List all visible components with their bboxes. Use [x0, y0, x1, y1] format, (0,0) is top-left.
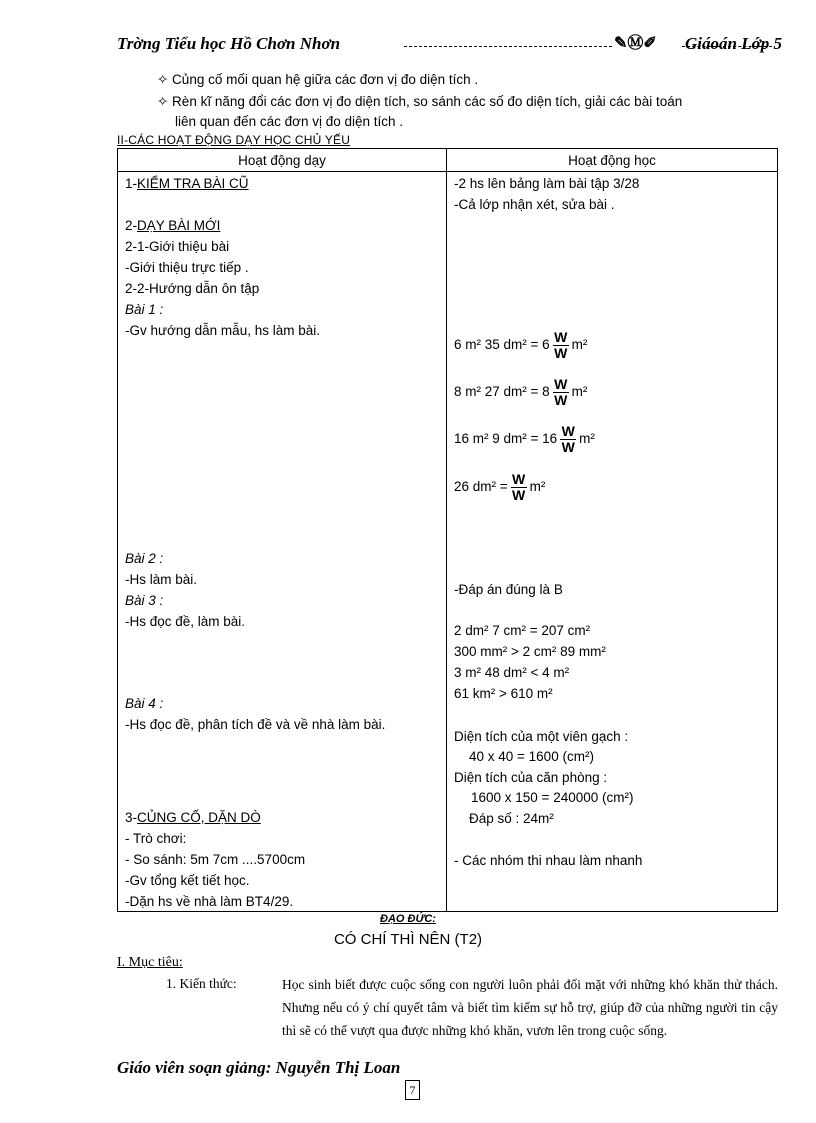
solution-line-2: 40 x 40 = 1600 (cm²)	[469, 749, 594, 764]
fraction-numerator: W	[554, 329, 568, 345]
header-teacher-activity: Hoạt động dạy	[118, 149, 447, 172]
step-title: CỦNG CỐ, DẶN DÒ	[137, 810, 261, 825]
conversion-expression: 26 dm² =	[454, 479, 508, 495]
step-consolidate	[125, 810, 261, 825]
page-number: 7	[405, 1080, 420, 1100]
fraction-denominator: W	[554, 345, 568, 361]
unit-label: m²	[579, 431, 595, 447]
solution-line-1: Diện tích của một viên gạch :	[454, 729, 629, 744]
unit-label: m²	[529, 479, 546, 495]
activity-table	[117, 148, 778, 912]
fraction-numerator: W	[561, 423, 575, 439]
exercise-1-label: Bài 1 :	[125, 302, 164, 317]
conversion-expression: 6 m² 35 dm² = 6	[454, 337, 550, 353]
footer-author: Giáo viên soạn giảng: Nguyễn Thị Loan	[117, 1058, 401, 1077]
fraction	[560, 424, 576, 455]
step-number: 2-	[125, 218, 138, 233]
subject-label: ĐẠO ĐỨC:	[380, 913, 436, 925]
knowledge-text: Học sinh biết được cuộc sống con người luôn phải đối mặt với những khó khăn thử thách. Nhưng nếu có ý chí quyết tâm và biết tìm kiếm sự hỗ trợ, giúp đỡ của những người tin cậy thì sẽ có thể vượt qua được những khó khăn, vươn lên trong cuộc sống.	[282, 977, 778, 1038]
unit-label: m²	[571, 384, 588, 400]
teacher-column	[118, 172, 447, 912]
page-header	[117, 30, 782, 56]
consolidate-line-3: -Gv tổng kết tiết học.	[125, 873, 250, 888]
exercise-1-text: -Gv hướng dẫn mẫu, hs làm bài.	[125, 323, 320, 338]
solution-line-3: Diện tích của căn phòng :	[454, 770, 608, 785]
fraction-denominator: W	[554, 392, 568, 408]
table-body-row	[118, 172, 778, 912]
fraction-numerator: W	[554, 376, 568, 392]
exercise-4-text: -Hs đọc đề, phân tích đề và về nhà làm bài.	[125, 717, 386, 732]
exercise-3-text: -Hs đọc đề, làm bài.	[125, 614, 246, 629]
table-header-row	[118, 149, 778, 172]
unit-label: m²	[571, 337, 588, 353]
student-line-2: -Cả lớp nhận xét, sửa bài .	[454, 197, 615, 212]
step-title: KIỂM TRA BÀI CŨ	[137, 176, 249, 191]
knowledge-label: 1. Kiến thức:	[166, 976, 237, 991]
student-column	[447, 172, 778, 912]
exercise-4-label: Bài 4 :	[125, 696, 164, 711]
intro-direct-line: -Giới thiệu trực tiếp .	[125, 260, 249, 275]
fraction	[511, 472, 527, 503]
school-name: Trờng Tiểu học Hồ Chơn Nhơn	[117, 34, 341, 53]
objective-2: ✧ Rèn kĩ năng đổi các đơn vị đo diện tích, so sánh các số đo diện tích, giải các bài toán	[157, 94, 683, 109]
lesson-title: CÓ CHÍ THÌ NÊN (T2)	[333, 931, 483, 948]
fraction-denominator: W	[561, 439, 575, 455]
conversion-2	[454, 377, 587, 408]
fraction-denominator: W	[512, 487, 526, 503]
step-number: 3-	[125, 810, 138, 825]
grade-label: Giáoán Lớp 5	[685, 34, 782, 53]
exercise-3-label: Bài 3 :	[125, 593, 164, 608]
solution-answer: Đáp số : 24m²	[469, 811, 554, 826]
solution-line-4: 1600 x 150 = 240000 (cm²)	[471, 790, 634, 805]
conversion-expression: 16 m² 9 dm² = 16	[454, 431, 558, 447]
student-line-1: -2 hs lên bảng làm bài tập 3/28	[454, 176, 640, 191]
exercise-2-text: -Hs làm bài.	[125, 572, 198, 587]
conversion-4	[454, 472, 545, 503]
step-new-lesson	[125, 218, 220, 233]
step-number: 1-	[125, 176, 138, 191]
fraction	[553, 330, 569, 361]
header-student-activity: Hoạt động học	[447, 149, 778, 172]
fraction-numerator: W	[512, 471, 526, 487]
consolidate-line-4: -Dặn hs về nhà làm BT4/29.	[125, 894, 294, 909]
conversion-expression: 8 m² 27 dm² = 8	[454, 384, 550, 400]
goals-heading: I. Mục tiêu:	[117, 955, 183, 970]
step-check-old	[125, 176, 249, 191]
conversion-1	[454, 330, 587, 361]
comparison-1: 2 dm² 7 cm² = 207 cm²	[454, 623, 591, 638]
consolidate-line-2: - So sánh: 5m 7cm ....5700cm	[125, 852, 306, 867]
comparison-2: 300 mm² > 2 cm² 89 mm²	[454, 644, 606, 659]
step-title: DẠY BÀI MỚI	[137, 218, 221, 233]
ornament-icon: ✎Ⓜ✐	[614, 35, 657, 52]
comparison-4: 61 km² > 610 m²	[454, 686, 553, 701]
answer-line: -Đáp án đúng là B	[454, 582, 563, 597]
objective-1: ✧ Củng cố mối quan hệ giữa các đơn vị đo diện tích .	[157, 72, 479, 87]
review-guide-line: 2-2-Hướng dẫn ôn tập	[125, 281, 260, 296]
game-line: - Các nhóm thi nhau làm nhanh	[454, 853, 643, 868]
fraction	[553, 377, 569, 408]
objective-2-cont: liên quan đến các đơn vị đo diện tích .	[175, 114, 404, 129]
comparison-3: 3 m² 48 dm² < 4 m²	[454, 665, 570, 680]
intro-line: 2-1-Giới thiệu bài	[125, 239, 230, 254]
header-dash-line	[404, 46, 612, 47]
exercise-2-label: Bài 2 :	[125, 551, 164, 566]
section-title: II-CÁC HOẠT ĐỘNG DẠY HỌC CHỦ YẾU	[117, 133, 351, 147]
conversion-3	[454, 424, 595, 455]
consolidate-line-1: - Trò chơi:	[125, 831, 187, 846]
